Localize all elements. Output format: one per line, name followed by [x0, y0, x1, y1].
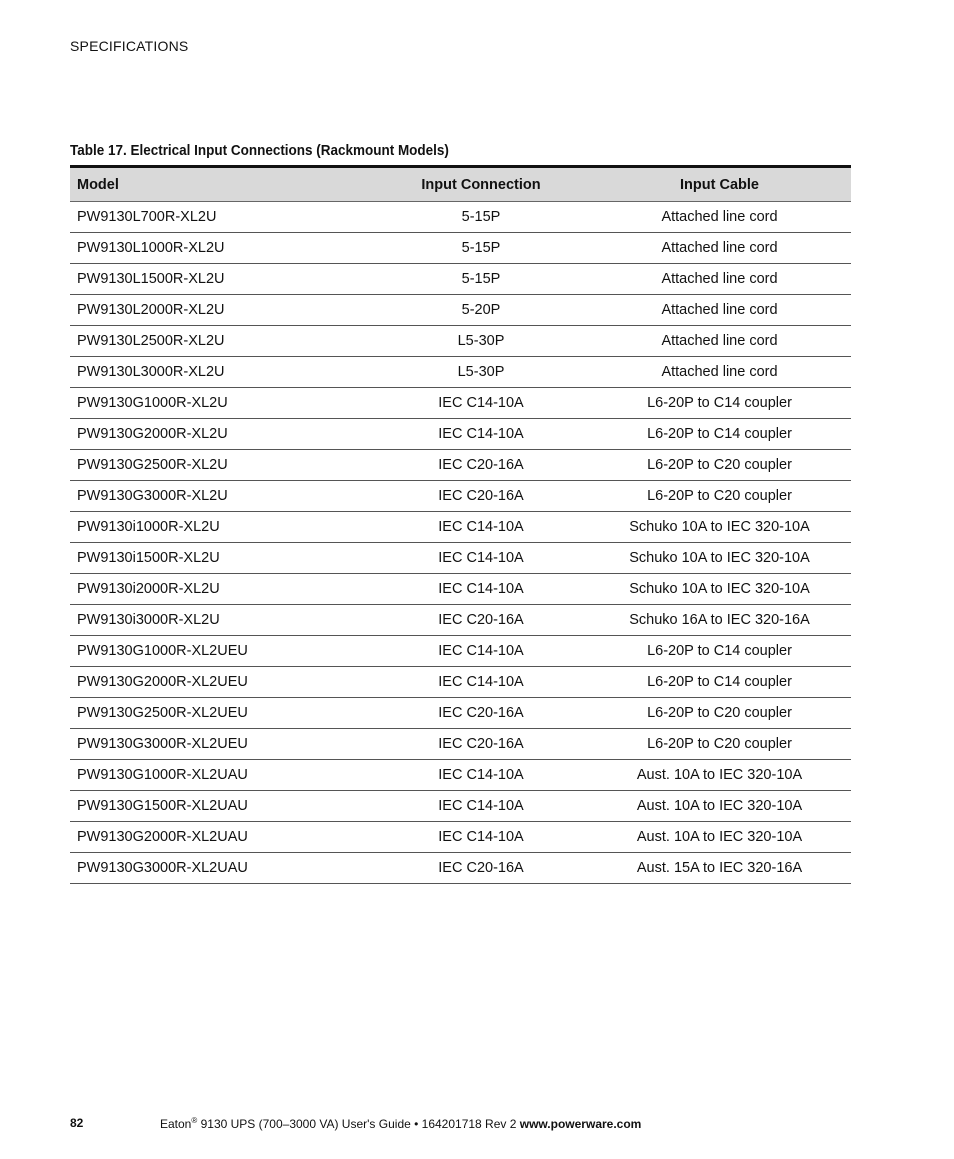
cell-input-cable: Attached line cord — [588, 202, 851, 233]
table-row — [70, 419, 851, 450]
cell-input-connection: IEC C14-10A — [374, 636, 588, 667]
cell-input-connection: IEC C14-10A — [374, 822, 588, 853]
cell-input-cable: L6-20P to C20 coupler — [588, 729, 851, 760]
cell-input-cable: Attached line cord — [588, 233, 851, 264]
cell-input-cable: L6-20P to C20 coupler — [588, 698, 851, 729]
cell-input-cable: L6-20P to C20 coupler — [588, 450, 851, 481]
table-row — [70, 357, 851, 388]
registered-mark: ® — [191, 1116, 198, 1125]
page-number: 82 — [70, 1116, 84, 1130]
table-row — [70, 450, 851, 481]
cell-model: PW9130G1000R-XL2U — [70, 388, 374, 419]
cell-input-connection: IEC C14-10A — [374, 543, 588, 574]
cell-input-connection: IEC C14-10A — [374, 574, 588, 605]
cell-input-cable: Schuko 10A to IEC 320-10A — [588, 543, 851, 574]
cell-model: PW9130i1000R-XL2U — [70, 512, 374, 543]
column-header-input-connection: Input Connection — [374, 167, 588, 202]
column-header-model: Model — [70, 167, 374, 202]
cell-input-connection: IEC C20-16A — [374, 450, 588, 481]
table-header-row — [70, 167, 851, 202]
cell-model: PW9130L1000R-XL2U — [70, 233, 374, 264]
cell-model: PW9130L3000R-XL2U — [70, 357, 374, 388]
table-row — [70, 822, 851, 853]
cell-model: PW9130G3000R-XL2U — [70, 481, 374, 512]
table-row — [70, 574, 851, 605]
table-row — [70, 326, 851, 357]
cell-model: PW9130G2500R-XL2UEU — [70, 698, 374, 729]
table-body — [70, 202, 851, 884]
cell-input-cable: Aust. 10A to IEC 320-10A — [588, 760, 851, 791]
table-row — [70, 636, 851, 667]
cell-input-cable: Schuko 16A to IEC 320-16A — [588, 605, 851, 636]
cell-input-connection: IEC C20-16A — [374, 481, 588, 512]
table-row — [70, 760, 851, 791]
cell-input-cable: L6-20P to C14 coupler — [588, 388, 851, 419]
section-header: SPECIFICATIONS — [70, 38, 189, 54]
cell-input-connection: IEC C14-10A — [374, 667, 588, 698]
cell-input-cable: Attached line cord — [588, 295, 851, 326]
footer-guide-text: 9130 UPS (700–3000 VA) User's Guide • 164201718 Rev 2 — [197, 1117, 520, 1131]
cell-input-connection: L5-30P — [374, 326, 588, 357]
cell-model: PW9130i2000R-XL2U — [70, 574, 374, 605]
table-row — [70, 543, 851, 574]
cell-input-cable: Schuko 10A to IEC 320-10A — [588, 574, 851, 605]
cell-input-cable: Attached line cord — [588, 326, 851, 357]
cell-input-connection: IEC C20-16A — [374, 698, 588, 729]
cell-input-connection: 5-20P — [374, 295, 588, 326]
cell-input-connection: IEC C14-10A — [374, 791, 588, 822]
cell-input-cable: L6-20P to C14 coupler — [588, 419, 851, 450]
table-row — [70, 388, 851, 419]
cell-model: PW9130G2500R-XL2U — [70, 450, 374, 481]
table-row — [70, 264, 851, 295]
cell-model: PW9130G2000R-XL2UEU — [70, 667, 374, 698]
footer-website: www.powerware.com — [519, 1117, 642, 1131]
cell-input-connection: IEC C20-16A — [374, 853, 588, 884]
footer-brand: Eaton — [160, 1117, 192, 1131]
cell-model: PW9130L2000R-XL2U — [70, 295, 374, 326]
cell-input-connection: 5-15P — [374, 264, 588, 295]
cell-input-cable: Aust. 15A to IEC 320-16A — [588, 853, 851, 884]
cell-model: PW9130G1000R-XL2UAU — [70, 760, 374, 791]
cell-model: PW9130i3000R-XL2U — [70, 605, 374, 636]
cell-input-cable: L6-20P to C14 coupler — [588, 636, 851, 667]
cell-input-cable: L6-20P to C20 coupler — [588, 481, 851, 512]
table-row — [70, 791, 851, 822]
table-row — [70, 512, 851, 543]
cell-input-connection: 5-15P — [374, 202, 588, 233]
cell-input-cable: Attached line cord — [588, 357, 851, 388]
cell-input-cable: Schuko 10A to IEC 320-10A — [588, 512, 851, 543]
table-row — [70, 233, 851, 264]
cell-model: PW9130G2000R-XL2UAU — [70, 822, 374, 853]
table-row — [70, 853, 851, 884]
cell-model: PW9130G3000R-XL2UEU — [70, 729, 374, 760]
cell-input-connection: L5-30P — [374, 357, 588, 388]
cell-model: PW9130G1500R-XL2UAU — [70, 791, 374, 822]
cell-model: PW9130G3000R-XL2UAU — [70, 853, 374, 884]
footer-text — [160, 1116, 641, 1131]
cell-input-cable: Attached line cord — [588, 264, 851, 295]
cell-model: PW9130i1500R-XL2U — [70, 543, 374, 574]
electrical-input-table — [70, 165, 851, 884]
cell-input-cable: L6-20P to C14 coupler — [588, 667, 851, 698]
cell-model: PW9130G1000R-XL2UEU — [70, 636, 374, 667]
cell-input-cable: Aust. 10A to IEC 320-10A — [588, 791, 851, 822]
table-row — [70, 729, 851, 760]
table-caption: Table 17. Electrical Input Connections (Rackmount Models) — [70, 143, 449, 159]
cell-input-connection: IEC C14-10A — [374, 760, 588, 791]
cell-model: PW9130G2000R-XL2U — [70, 419, 374, 450]
table-row — [70, 202, 851, 233]
cell-input-connection: IEC C14-10A — [374, 388, 588, 419]
table-row — [70, 667, 851, 698]
cell-input-connection: IEC C20-16A — [374, 605, 588, 636]
table-row — [70, 698, 851, 729]
cell-input-connection: 5-15P — [374, 233, 588, 264]
cell-model: PW9130L1500R-XL2U — [70, 264, 374, 295]
table-row — [70, 605, 851, 636]
cell-input-connection: IEC C14-10A — [374, 512, 588, 543]
cell-input-connection: IEC C20-16A — [374, 729, 588, 760]
cell-input-cable: Aust. 10A to IEC 320-10A — [588, 822, 851, 853]
cell-model: PW9130L2500R-XL2U — [70, 326, 374, 357]
cell-input-connection: IEC C14-10A — [374, 419, 588, 450]
cell-model: PW9130L700R-XL2U — [70, 202, 374, 233]
table-row — [70, 295, 851, 326]
table-row — [70, 481, 851, 512]
column-header-input-cable: Input Cable — [588, 167, 851, 202]
